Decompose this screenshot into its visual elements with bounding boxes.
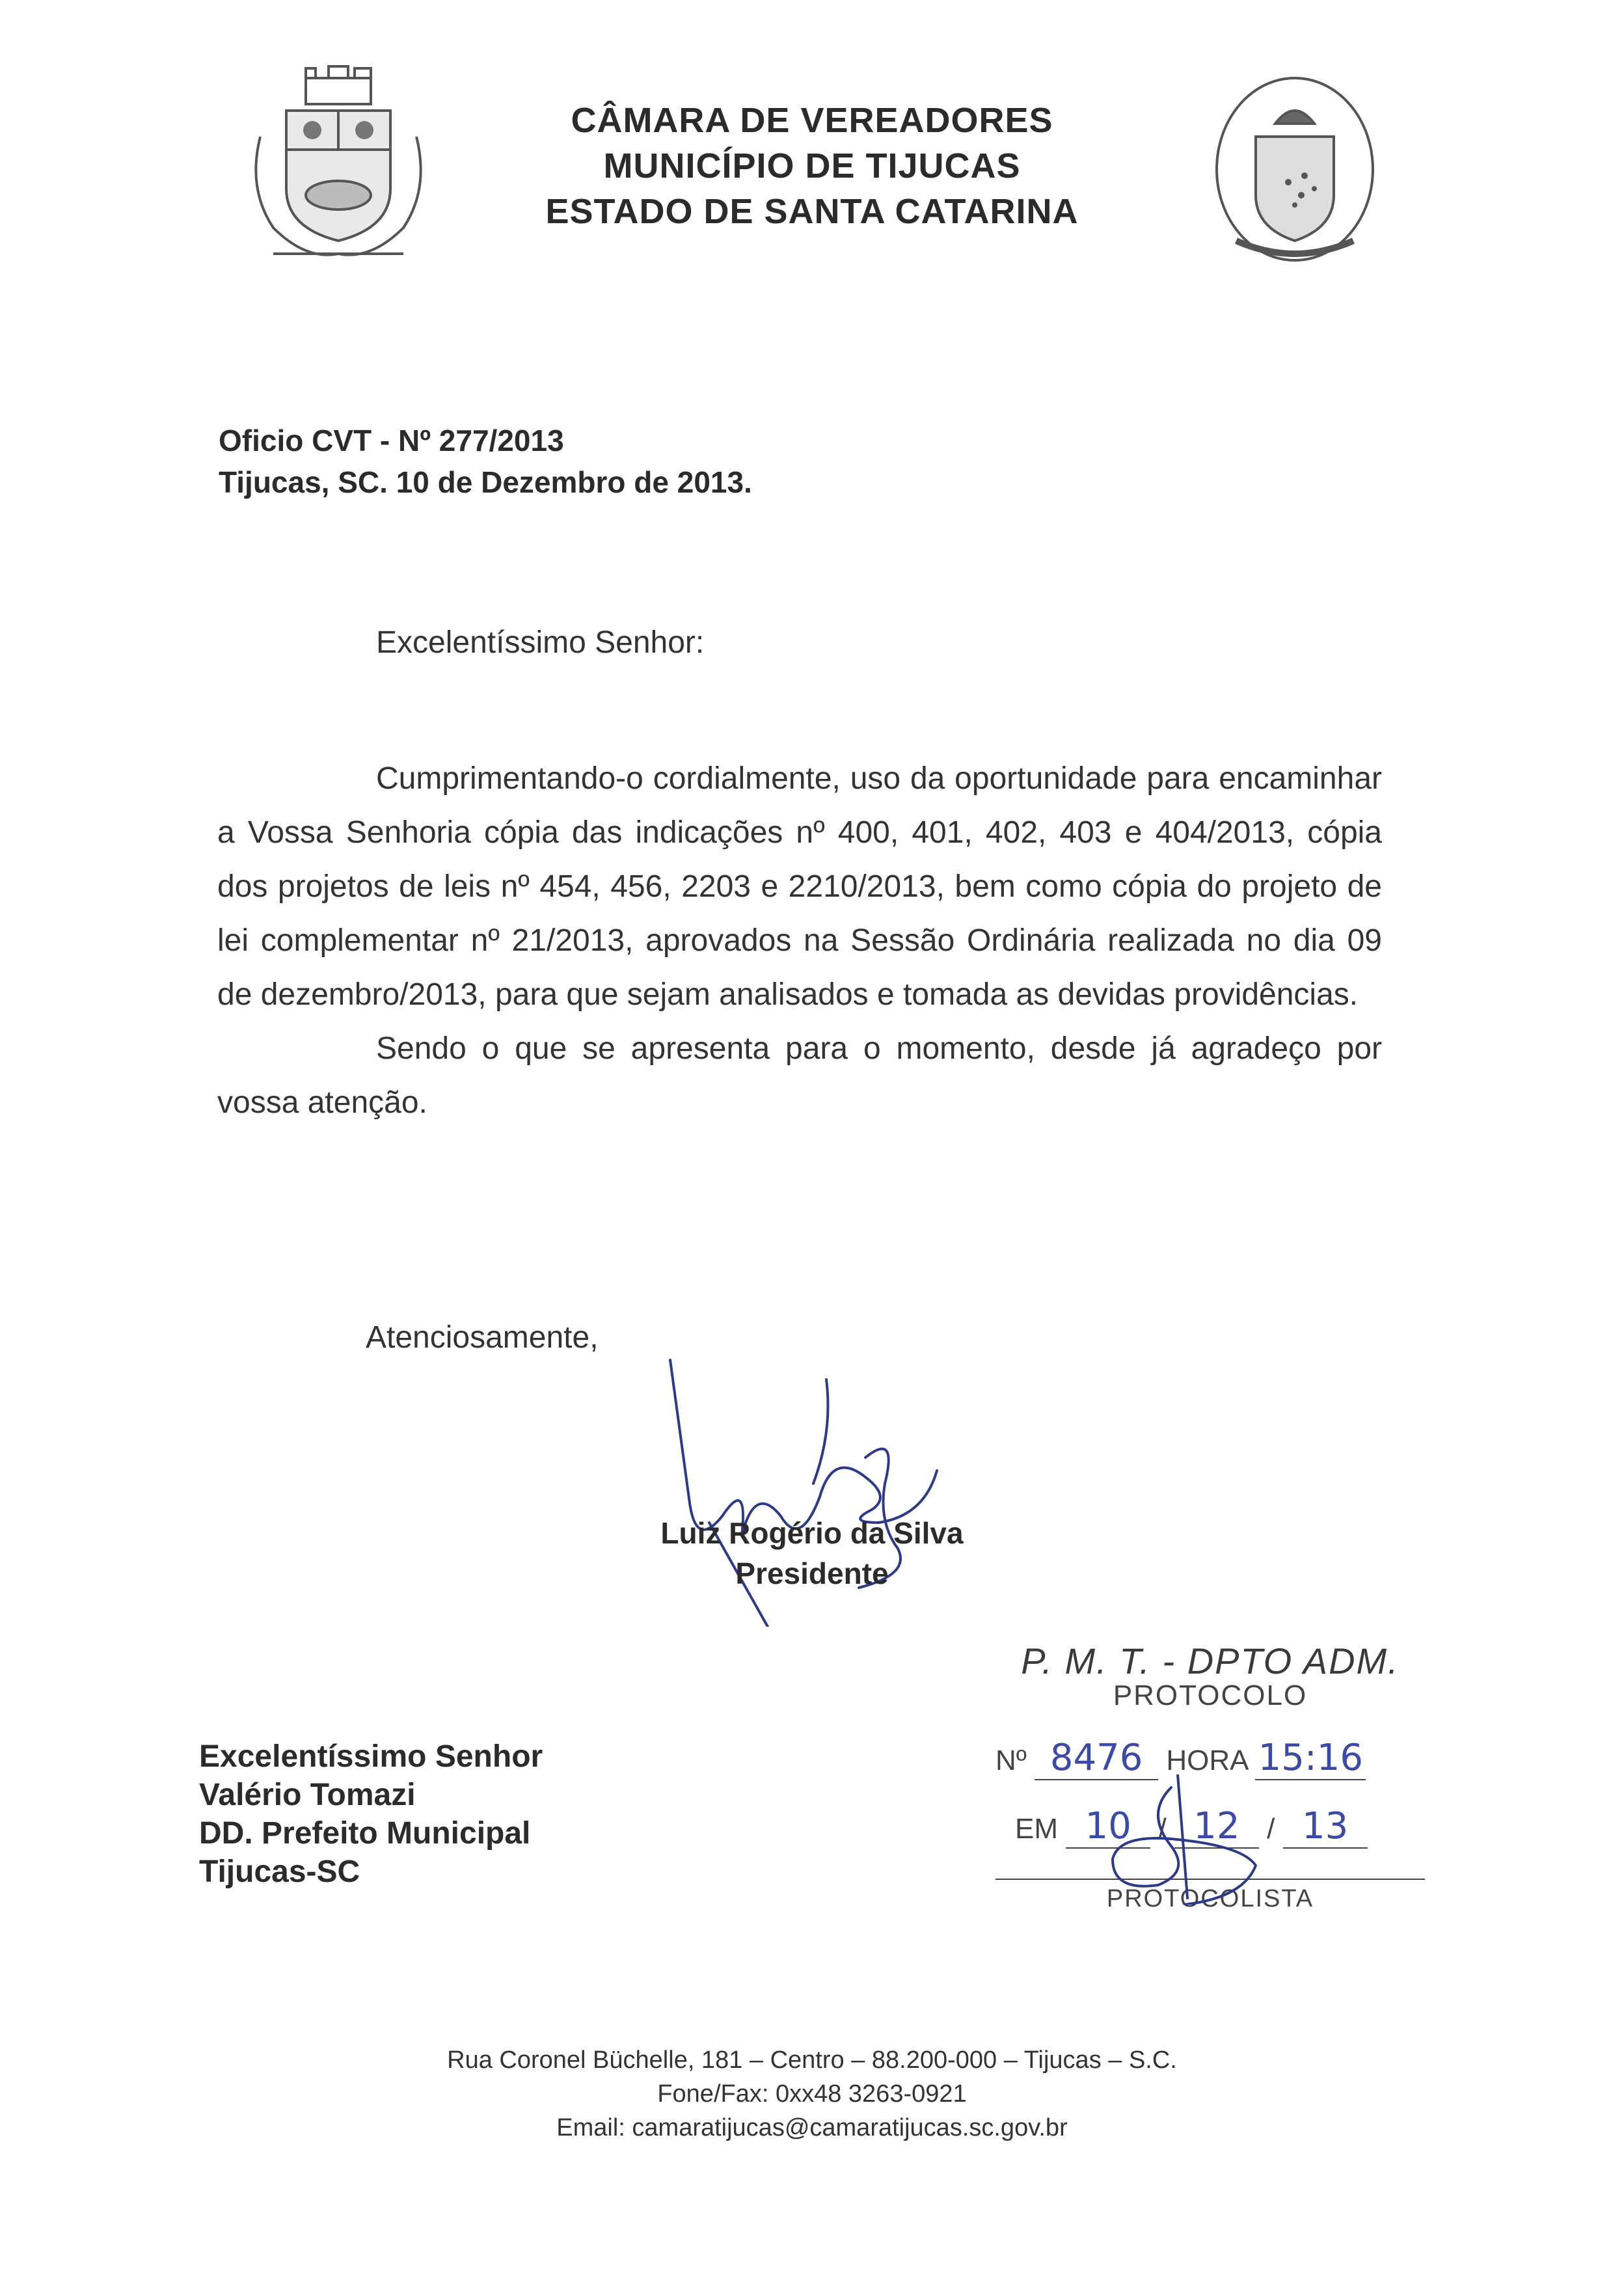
header-line-1: CÂMARA DE VEREADORES (571, 101, 1053, 140)
addressee-line-3: DD. Prefeito Municipal (199, 1816, 531, 1851)
letter-body (217, 752, 1382, 1130)
stamp-month: 12 (1174, 1805, 1259, 1849)
stamp-subtitle: PROTOCOLO (1113, 1679, 1308, 1711)
addressee-line-4: Tijucas-SC (199, 1854, 360, 1889)
salutation: Excelentíssimo Senhor: (376, 625, 705, 660)
oficio-number: Oficio CVT - Nº 277/2013 (219, 424, 564, 457)
signer-name: Luiz Rogério da Silva (660, 1516, 964, 1550)
footer (0, 2043, 1624, 2145)
stamp-em-label: EM (1015, 1813, 1058, 1845)
addressee-block (199, 1737, 543, 1891)
stamp-protocolista: PROTOCOLISTA (1106, 1885, 1314, 1912)
stamp-no-value: 8476 (1035, 1737, 1158, 1780)
stamp-initials (1074, 1774, 1334, 1905)
oficio-block (219, 420, 752, 503)
institution-header (0, 98, 1624, 234)
stamp-hora-value: 15:16 (1255, 1737, 1366, 1780)
footer-address: Rua Coronel Büchelle, 181 – Centro – 88.200-000 – Tijucas – S.C. (447, 2046, 1177, 2074)
signer-block (0, 1513, 1624, 1594)
stamp-no-label: Nº (995, 1745, 1027, 1776)
signer-title: Presidente (735, 1556, 889, 1590)
body-paragraph-1: Cumprimentando-o cordialmente, uso da oportunidade para encaminhar a Vossa Senhoria cópia das indicações nº 400, 401, 402, 403 e 404/2013, cópia dos projetos de leis nº 454, 456, 2203 e 2210/2013, bem como cópia do projeto de lei complementar nº 21/2013, aprovados na Sessão Ordinária realizada no dia 09 de dezembro/2013, para que sejam analisados e tomada as devidas providências. (217, 761, 1382, 1012)
stamp-hora-label: HORA (1166, 1745, 1248, 1776)
closing: Atenciosamente, (366, 1320, 599, 1355)
header-line-2: MUNICÍPIO DE TIJUCAS (603, 146, 1021, 185)
stamp-day: 10 (1066, 1805, 1150, 1849)
oficio-place-date: Tijucas, SC. 10 de Dezembro de 2013. (219, 465, 752, 499)
addressee-line-1: Excelentíssimo Senhor (199, 1739, 543, 1774)
stamp-sep-2: / (1267, 1813, 1275, 1845)
protocol-stamp (976, 1640, 1444, 1913)
addressee-line-2: Valério Tomazi (199, 1778, 416, 1812)
stamp-number-row (995, 1737, 1444, 1780)
body-paragraph-2: Sendo o que se apresenta para o momento, desde já agradeço por vossa atenção. (217, 1031, 1382, 1120)
stamp-year: 13 (1283, 1805, 1368, 1849)
stamp-protocolista-wrap (976, 1885, 1444, 1913)
stamp-title: P. M. T. - DPTO ADM. (1021, 1640, 1400, 1681)
stamp-sep-1: / (1158, 1813, 1167, 1845)
header-line-3: ESTADO DE SANTA CATARINA (545, 192, 1079, 231)
footer-phone: Fone/Fax: 0xx48 3263-0921 (657, 2080, 967, 2108)
footer-email: Email: camaratijucas@camaratijucas.sc.gov.br (556, 2114, 1068, 2141)
